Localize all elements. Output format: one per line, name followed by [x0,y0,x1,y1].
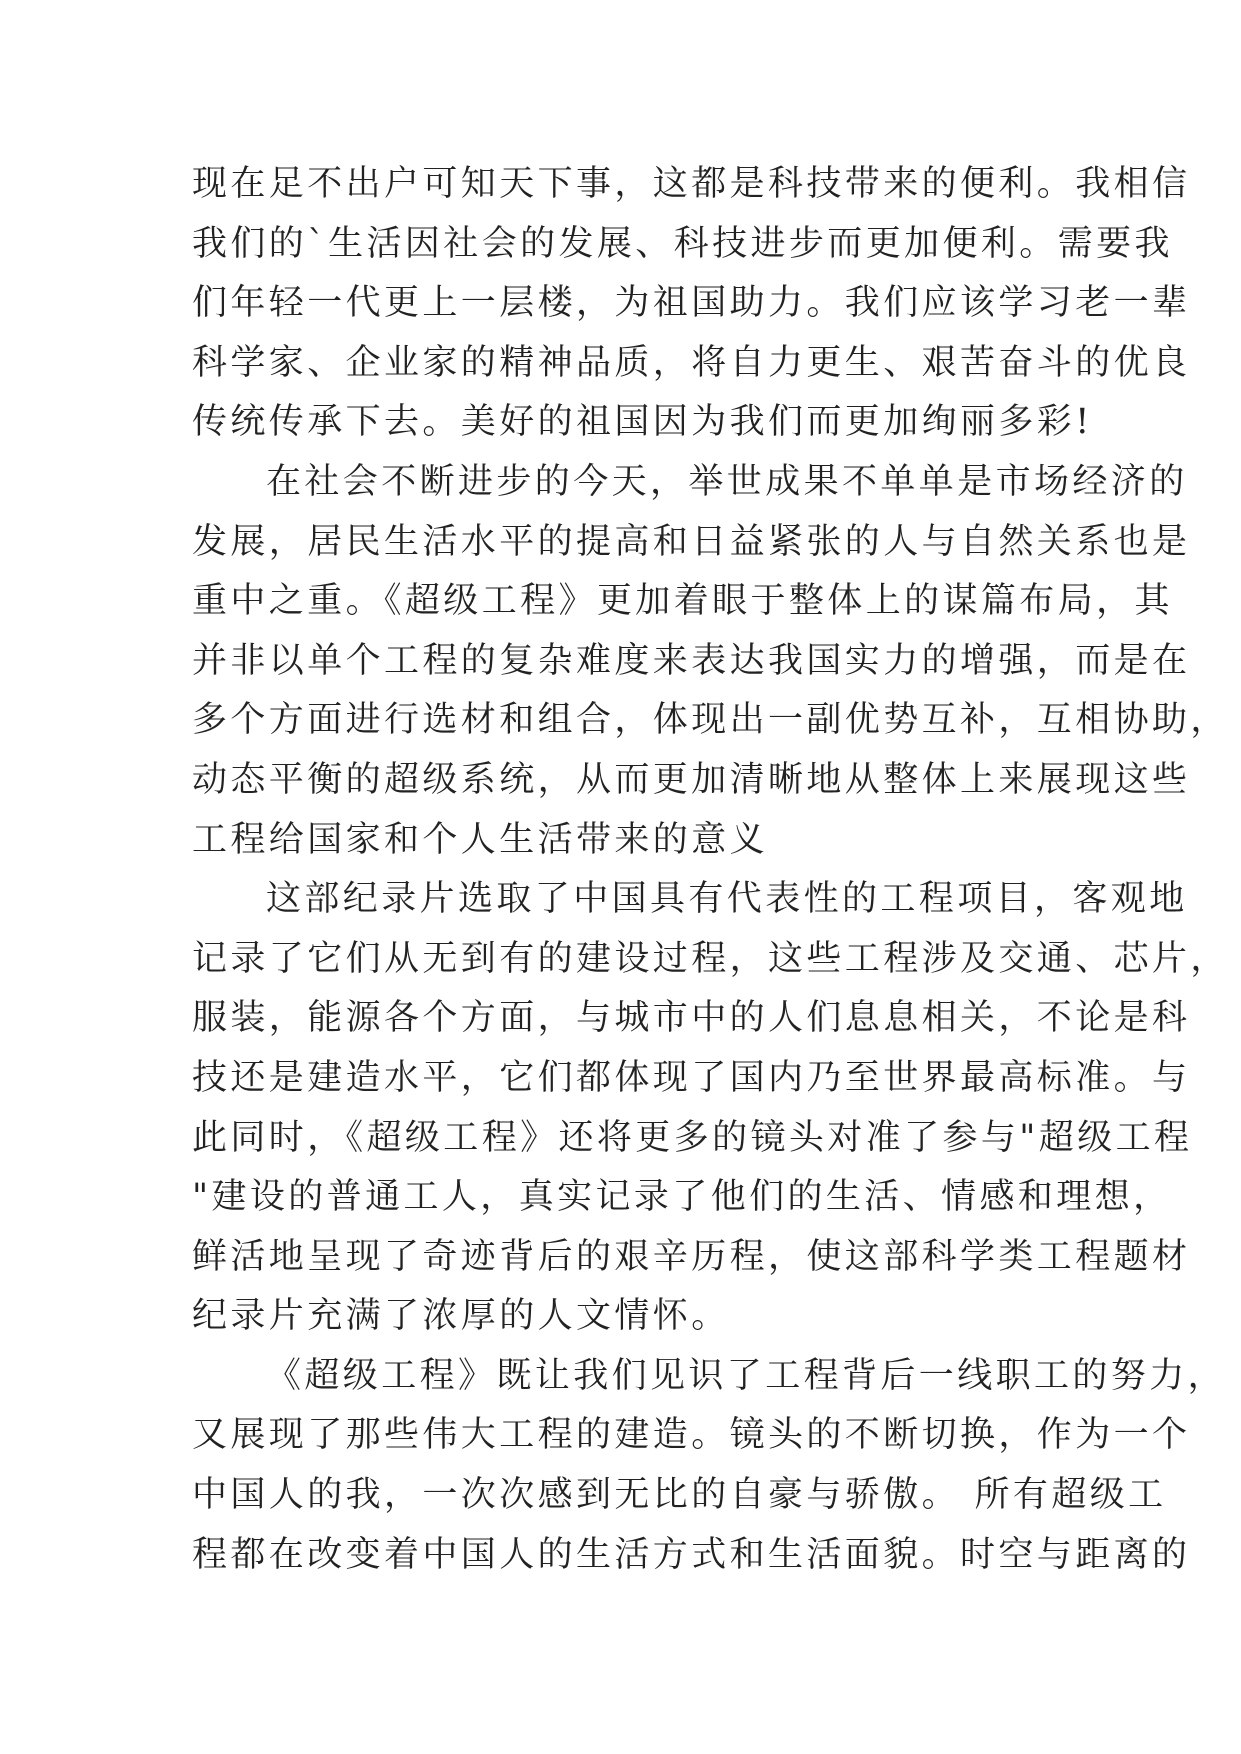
text-line: 又展现了那些伟大工程的建造。镜头的不断切换，作为一个 [192,1415,1191,1456]
text-line: 工程给国家和个人生活带来的意义 [192,819,769,860]
text-line: 们年轻一代更上一层楼，为祖国助力。我们应该学习老一辈 [192,283,1191,324]
text-line: "建设的普通工人，真实记录了他们的生活、情感和理想， [192,1177,1172,1218]
body-text [192,155,1229,1585]
text-line: 纪录片充满了浓厚的人文情怀。 [192,1296,730,1337]
text-line: 服装，能源各个方面，与城市中的人们息息相关，不论是科 [192,998,1191,1039]
text-line: 程都在改变着中国人的生活方式和生活面貌。时空与距离的 [192,1534,1191,1575]
text-line: 重中之重。《超级工程》更加着眼于整体上的谋篇布局，其 [192,581,1173,622]
text-line: 并非以单个工程的复杂难度来表达我国实力的增强，而是在 [192,640,1191,681]
text-line: 传统传承下去。美好的祖国因为我们而更加绚丽多彩! [192,402,1093,443]
text-line: 多个方面进行选材和组合，体现出一副优势互补，互相协助， [192,700,1229,741]
paragraph-start-line: 《超级工程》既让我们见识了工程背后一线职工的努力， [266,1355,1227,1396]
paragraph-start-line: 在社会不断进步的今天，举世成果不单单是市场经济的 [266,461,1188,502]
text-line: 中国人的我，一次次感到无比的自豪与骄傲。 所有超级工 [192,1475,1167,1516]
text-line: 动态平衡的超级系统，从而更加清晰地从整体上来展现这些 [192,759,1191,800]
text-line: 记录了它们从无到有的建设过程，这些工程涉及交通、芯片， [192,938,1229,979]
paragraph-start-line: 这部纪录片选取了中国具有代表性的工程项目，客观地 [266,879,1188,920]
text-line: 技还是建造水平，它们都体现了国内乃至世界最高标准。与 [192,1057,1191,1098]
text-line: 我们的`生活因社会的发展、科技进步而更加便利。需要我 [192,223,1173,264]
text-line: 现在足不出户可知天下事，这都是科技带来的便利。我相信 [192,164,1191,204]
text-line: 科学家、企业家的精神品质，将自力更生、艰苦奋斗的优良 [192,342,1191,383]
text-line: 此同时，《超级工程》还将更多的镜头对准了参与"超级工程 [192,1117,1193,1158]
text-line: 鲜活地呈现了奇迹背后的艰辛历程，使这部科学类工程题材 [192,1236,1191,1277]
text-line: 发展，居民生活水平的提高和日益紧张的人与自然关系也是 [192,521,1191,562]
